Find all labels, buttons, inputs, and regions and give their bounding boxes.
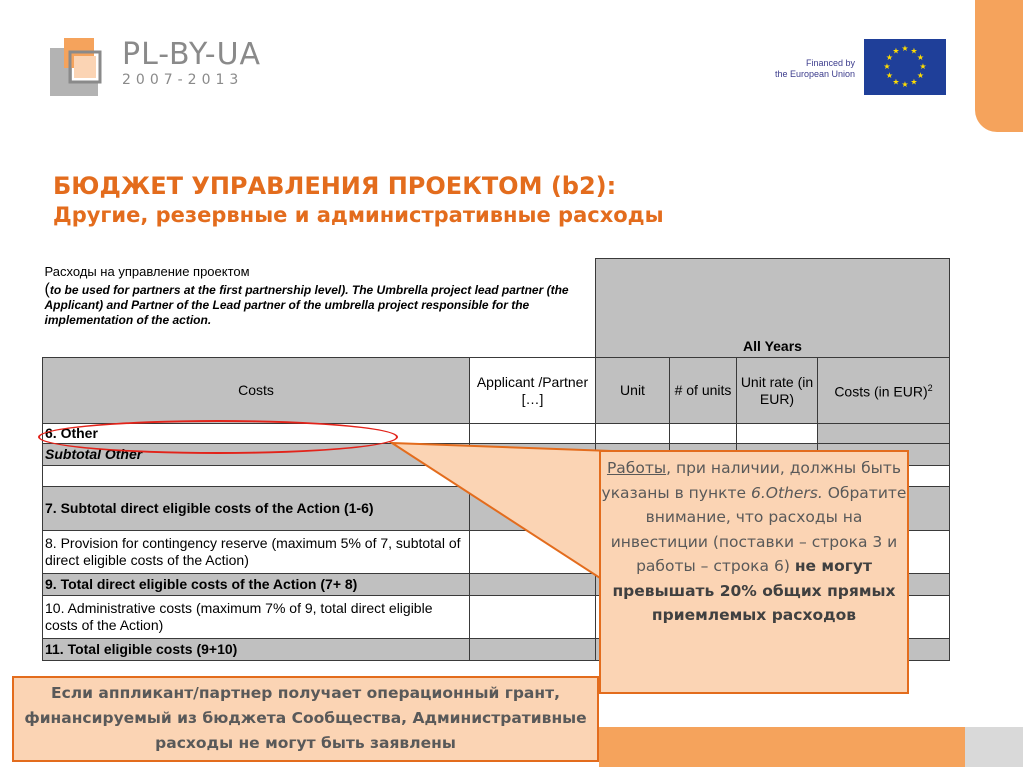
svg-text:★: ★ (916, 53, 925, 62)
callout-box (599, 450, 909, 694)
svg-text:★: ★ (901, 44, 909, 53)
title-line-1: БЮДЖЕТ УПРАВЛЕНИЯ ПРОЕКТОМ (b2): (53, 172, 617, 200)
header-unit-rate: Unit rate (in EUR) (737, 358, 818, 424)
row-total-eligible-label: 11. Total eligible costs (9+10) (43, 639, 470, 661)
intro-paren: ( (44, 280, 50, 298)
logo-name: PL-BY-UA (122, 37, 262, 72)
row-contingency-label: 8. Provision for contingency reserve (maximum 5% of 7, subtotal of direct eligible costs of the Action) (43, 531, 470, 574)
callout-bold-text: не могут превышать 20% общих прямых приемлемых расходов (612, 557, 896, 624)
svg-text:★: ★ (885, 53, 894, 62)
header-costs-eur-sup: 2 (927, 383, 933, 394)
all-years-header: All Years (596, 259, 950, 358)
header-unit: Unit (596, 358, 670, 424)
logo-years: 2007-2013 (122, 72, 244, 88)
row-subtotal-other-label: Subtotal Other (43, 444, 470, 466)
intro-heading: Расходы на управление проектом (44, 263, 250, 279)
notice-box: Если аппликант/партнер получает операционный грант, финансируемый из бюджета Сообщества, Административные расходы не могут быть заявлены (12, 676, 599, 762)
header-costs: Costs (43, 358, 470, 424)
header-num-units: # of units (670, 358, 737, 424)
intro-body-text: to be used for partners at the first partnership level). The Umbrella project lead partner (the Applicant) and Partner of the Lead partner of the umbrella project responsible for the implementation of the action. (44, 282, 569, 327)
callout-works-word: Работы (606, 459, 667, 477)
eu-line-1: Financed by (805, 58, 855, 68)
callout-text-2: Обратите внимание, что расходы на инвестиции (поставки – строка 3 и работы – строка 6) (610, 483, 907, 575)
bottom-decoration-strip (599, 727, 1023, 767)
svg-text:★: ★ (892, 46, 900, 56)
header-applicant: Applicant /Partner […] (470, 358, 596, 424)
svg-text:★: ★ (916, 71, 925, 80)
row-admin-label: 10. Administrative costs (maximum 7% of 9, total direct eligible costs of the Action) (43, 596, 470, 639)
callout-italic-ref: 6.Others. (750, 483, 823, 502)
bottom-strip-grey-end (965, 727, 1023, 767)
eu-line-2: the European Union (774, 69, 855, 79)
svg-text:★: ★ (883, 62, 891, 71)
svg-text:★: ★ (885, 71, 894, 80)
row-total-direct-label: 9. Total direct eligible costs of the Action (7+ 8) (43, 574, 470, 596)
title-line-2: Другие, резервные и административные расходы (53, 203, 664, 227)
row-other-label: 6. Other (43, 424, 470, 444)
callout-text-1: , при наличии, должны быть указаны в пункте (601, 459, 902, 502)
header-costs-eur-text: Costs (in EUR) (834, 383, 928, 400)
row-subtotal-direct-label: 7. Subtotal direct eligible costs of the Action (1-6) (43, 487, 470, 531)
svg-text:★: ★ (901, 80, 909, 89)
svg-text:★: ★ (919, 62, 927, 71)
svg-text:★: ★ (910, 77, 918, 87)
svg-text:★: ★ (892, 77, 900, 87)
svg-text:★: ★ (910, 46, 918, 56)
highlight-ellipse (38, 420, 398, 454)
